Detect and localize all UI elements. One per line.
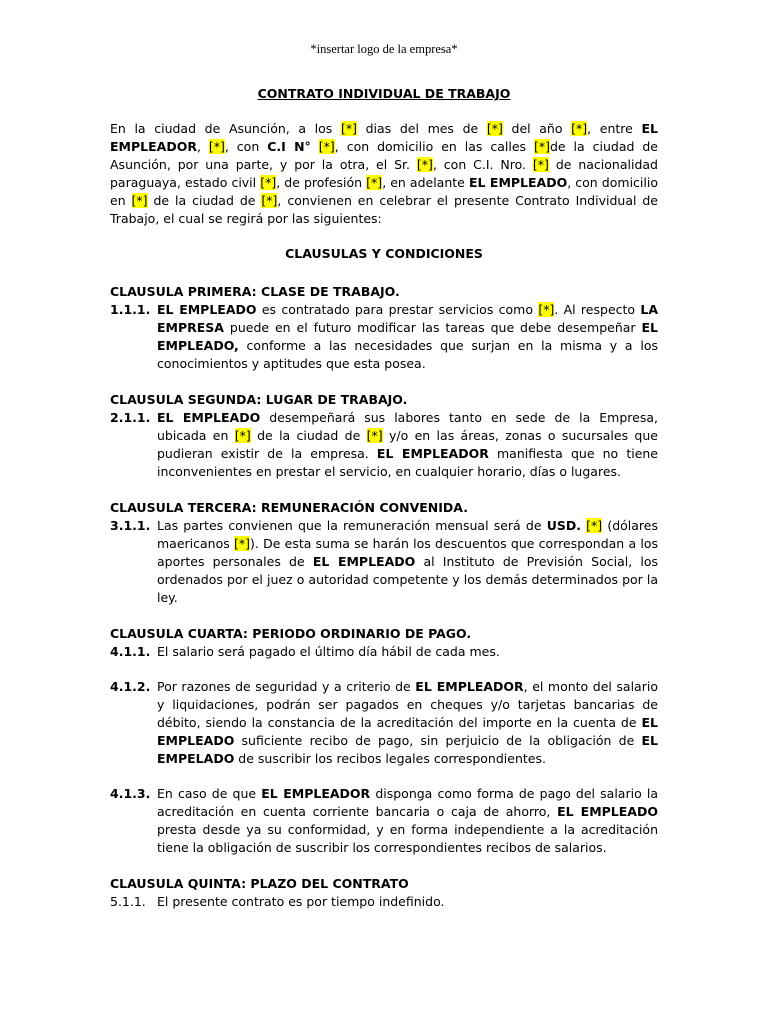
bold-term: EL EMPLEADOR [261,786,371,801]
clause-item [110,643,658,661]
clause-number: 4.1.3. [110,786,151,801]
text-run: , en adelante [382,175,469,190]
placeholder-field: [*] [261,193,278,208]
bold-term: EL EMPLEADOR [110,121,658,154]
bold-term: EL EMPLEADO [312,554,416,569]
text-run: (dólares maericanos [157,518,658,551]
placeholder-field: [*] [586,518,603,533]
placeholder-field: [*] [416,157,433,172]
text-run: El salario será pagado el último día hábil de cada mes. [157,644,500,659]
text-run: , el monto del salario y liquidaciones, podrán ser pagados en cheques y/o tarjetas bancarias de débito, siendo la constancia de la acreditación del importe en la cuenta de [157,679,658,730]
text-run [311,139,319,154]
text-run: puede en el futuro modificar las tareas que debe desempeñar [223,320,642,335]
clause-text [157,643,658,661]
text-run: , [196,139,209,154]
text-run: El presente contrato es por tiempo indefinido. [157,894,445,909]
text-run: de la ciudad de [147,193,262,208]
text-run: . Al respecto [554,302,641,317]
bold-term: C.I N° [267,139,311,154]
clause-number: 4.1.2. [110,679,151,694]
clause-item [110,517,658,607]
text-run: , con [224,139,268,154]
clause-number: 3.1.1. [110,518,151,533]
clause-text [157,301,658,373]
placeholder-field: [*] [208,139,225,154]
placeholder-field: [*] [571,121,588,136]
bold-term: EL EMPLEADO [557,804,658,819]
text-run: disponga como forma de pago del salario la acreditación en cuenta corriente bancaria o caja de ahorro, [157,786,658,819]
clause-item [110,301,658,373]
placeholder-field: [*] [533,139,550,154]
clause-number: 4.1.1. [110,644,151,659]
text-run: En caso de que [157,786,262,801]
text-run: de suscribir los recibos legales correspondientes. [234,751,546,766]
clause-number: 1.1.1. [110,302,151,317]
placeholder-field: [*] [532,157,549,172]
placeholder-field: [*] [486,121,503,136]
bold-term: EL EMPLEADOR [415,679,524,694]
clause-number: 2.1.1. [110,410,151,425]
text-run: , convienen en celebrar el presente Contrato Individual de Trabajo, el cual se regirá por las siguientes: [110,193,659,226]
clause-heading: CLAUSULA TERCERA: REMUNERACIÓN CONVENIDA. [110,500,468,515]
clauses-body [110,283,658,911]
bold-term: EL EMPELADO [157,733,658,766]
bold-term: LA EMPRESA [157,302,658,335]
placeholder-field: [*] [340,121,357,136]
text-run: de la ciudad de [250,428,367,443]
clause-text [157,678,658,768]
text-run: , de profesión [276,175,367,190]
text-run: desempeñará sus labores tanto en sede de la Empresa, ubicada en [157,410,658,443]
clause-text [157,785,658,857]
intro-paragraph [110,120,658,228]
bold-term: EL EMPLEADO [468,175,568,190]
clause-item [110,409,658,481]
bold-term: EL EMPLEADOR [376,446,489,461]
bold-term: EL EMPLEADO, [157,320,658,353]
clauses-subtitle: CLAUSULAS Y CONDICIONES [285,246,483,261]
clause-spacer [110,607,658,625]
text-run: Las partes convienen que la remuneración mensual será de [157,518,547,533]
text-run: de la ciudad de Asunción, por una parte, y por la otra, el Sr. [110,139,658,172]
clause-item [110,893,658,911]
item-spacer [110,661,658,678]
text-run: ). De esta suma se harán los descuentos que correspondan a los aportes personales de [157,536,658,569]
clause-number: 5.1.1. [110,894,146,909]
text-run: dias del mes de [356,121,487,136]
placeholder-field: [*] [131,193,148,208]
clause-text [157,517,658,607]
text-run: y/o en las áreas, zonas o sucursales que pudieran existir de la empresa. [157,428,658,461]
clause-spacer [110,373,658,391]
placeholder-field: [*] [260,175,277,190]
bold-term: EL EMPLEADO [157,410,261,425]
text-run: suficiente recibo de pago, sin perjuicio de la obligación de [234,733,642,748]
clause-heading: CLAUSULA SEGUNDA: LUGAR DE TRABAJO. [110,392,408,407]
placeholder-field: [*] [366,428,383,443]
clause-text [157,409,658,481]
logo-placeholder: *insertar logo de la empresa* [310,42,458,56]
placeholder-field: [*] [234,428,251,443]
clause-heading: CLAUSULA CUARTA: PERIODO ORDINARIO DE PAGO. [110,626,472,641]
text-run: manifiesta que no tiene inconvenientes en prestar el servicio, en cualquier horario, días o lugares. [157,446,658,479]
clause-spacer [110,857,658,875]
clause-text [157,893,658,911]
bold-term: USD. [546,518,581,533]
text-run: presta desde ya su conformidad, y en forma independiente a la acreditación tiene la obligación de suscribir los correspondientes recibos de salarios. [157,822,658,855]
placeholder-field: [*] [366,175,383,190]
placeholder-field: [*] [538,302,555,317]
text-run: En la ciudad de Asunción, a los [110,121,341,136]
clause-heading: CLAUSULA QUINTA: PLAZO DEL CONTRATO [110,876,409,891]
contract-title: CONTRATO INDIVIDUAL DE TRABAJO [257,86,511,101]
text-run: , con domicilio en [110,175,658,208]
placeholder-field: [*] [318,139,335,154]
text-run: conforme a las necesidades que surjan en la misma y a los conocimientos y aptitudes que esta posea. [157,338,658,371]
text-run: , con domicilio en las calles [334,139,534,154]
text-run: Por razones de seguridad y a criterio de [157,679,416,694]
clause-item [110,678,658,768]
clause-heading: CLAUSULA PRIMERA: CLASE DE TRABAJO. [110,284,400,299]
text-run: , con C.I. Nro. [432,157,533,172]
text-run: al Instituto de Previsión Social, los ordenados por el juez o autoridad competente y los demás determinados por la ley. [157,554,659,605]
bold-term: EL EMPLEADO [157,715,658,748]
clause-item [110,785,658,857]
item-spacer [110,768,658,785]
text-run: es contratado para prestar servicios como [256,302,539,317]
text-run: , entre [587,121,642,136]
clause-spacer [110,481,658,499]
bold-term: EL EMPLEADO [157,302,257,317]
text-run: de nacionalidad paraguaya, estado civil [110,157,658,190]
text-run: del año [502,121,572,136]
placeholder-field: [*] [234,536,251,551]
